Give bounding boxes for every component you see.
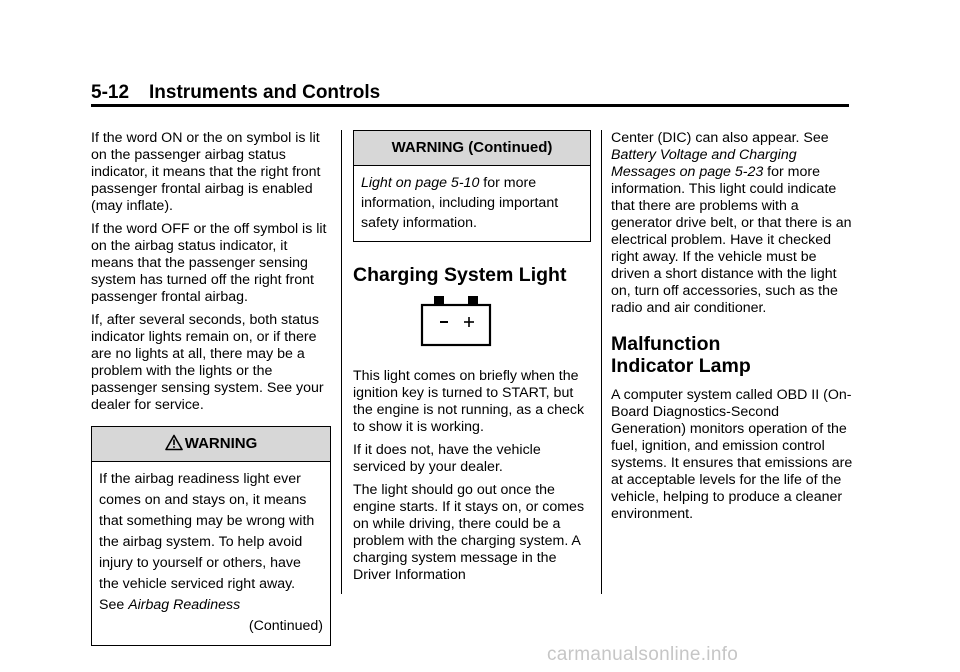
watermark: carmanualsonline.info (547, 644, 739, 665)
warning-header: WARNING (Continued) (354, 131, 590, 166)
section-title: Instruments and Controls (149, 82, 381, 103)
paragraph: This light comes on briefly when the ignition key is turned to START, but the engine is not running, as a check to show it is working. (353, 368, 585, 435)
paragraph: If it does not, have the vehicle serviced by your dealer. (353, 442, 541, 475)
header-rule (91, 104, 849, 107)
warning-title: WARNING (184, 435, 258, 452)
paragraph: If the word ON or the on symbol is lit on the passenger airbag status indicator, it means that the right front passenger frontal airbag is enabled (may inflate). (91, 130, 321, 214)
column-divider-2 (601, 130, 602, 594)
section-heading: Charging System Light (353, 264, 567, 286)
warning-header (92, 427, 330, 462)
page-number: 5-12 (91, 82, 130, 103)
warning-reference: Airbag Readiness (128, 597, 241, 613)
battery-icon (418, 296, 502, 348)
warning-box (91, 426, 331, 646)
continued-label: (Continued) (248, 618, 323, 634)
section-heading: Malfunction Indicator Lamp (611, 333, 751, 377)
paragraph: The light should go out once the engine starts. If it stays on, or comes on while driving, there could be a problem with the charging system. A charging system message in the Driver Information (353, 482, 585, 583)
paragraph: If, after several seconds, both status indicator lights remain on, or if there are no lights at all, there may be a problem with the lights or the passenger sensing system. See your dealer for service. (91, 312, 324, 413)
column-1 (91, 130, 331, 646)
paragraph: Center (DIC) can also appear. See Battery Voltage and Charging Messages on page 5-23 for more information. This light could indicate that there are problems with a generator drive belt, or that there is an electrical problem. Have it checked right away. If the vehicle must be driven a short distance with the light on, turn off accessories, such as the radio and air conditioner. (611, 130, 852, 316)
paragraph: A computer system called OBD II (On-Board Diagnostics-Second Generation) monitors operation of the fuel, ignition, and emission control systems. It ensures that emissions are at acceptable levels for the life of the vehicle, helping to produce a cleaner environment. (611, 387, 853, 522)
warning-reference: Light on page 5-10 (361, 175, 480, 191)
cross-reference: Battery Voltage and Charging Messages on page 5-23 (611, 147, 797, 180)
paragraph: If the word OFF or the off symbol is lit on the airbag status indicator, it means that the passenger sensing system has turned off the right front passenger frontal airbag. (91, 221, 327, 305)
column-3 (611, 130, 855, 529)
warning-triangle-icon (165, 434, 183, 451)
column-divider-1 (341, 130, 342, 594)
warning-box-continued (353, 130, 591, 242)
page-header (91, 82, 380, 104)
warning-body: If the airbag readiness light ever comes on and stays on, it means that something may be wrong with the airbag system. To help avoid injury to yourself or others, have the vehicle serviced right away. See Airbag Readiness (Continued) (92, 462, 330, 645)
column-2 (353, 130, 591, 590)
warning-body: Light on page 5-10 for more information, including important safety information. (361, 175, 559, 231)
